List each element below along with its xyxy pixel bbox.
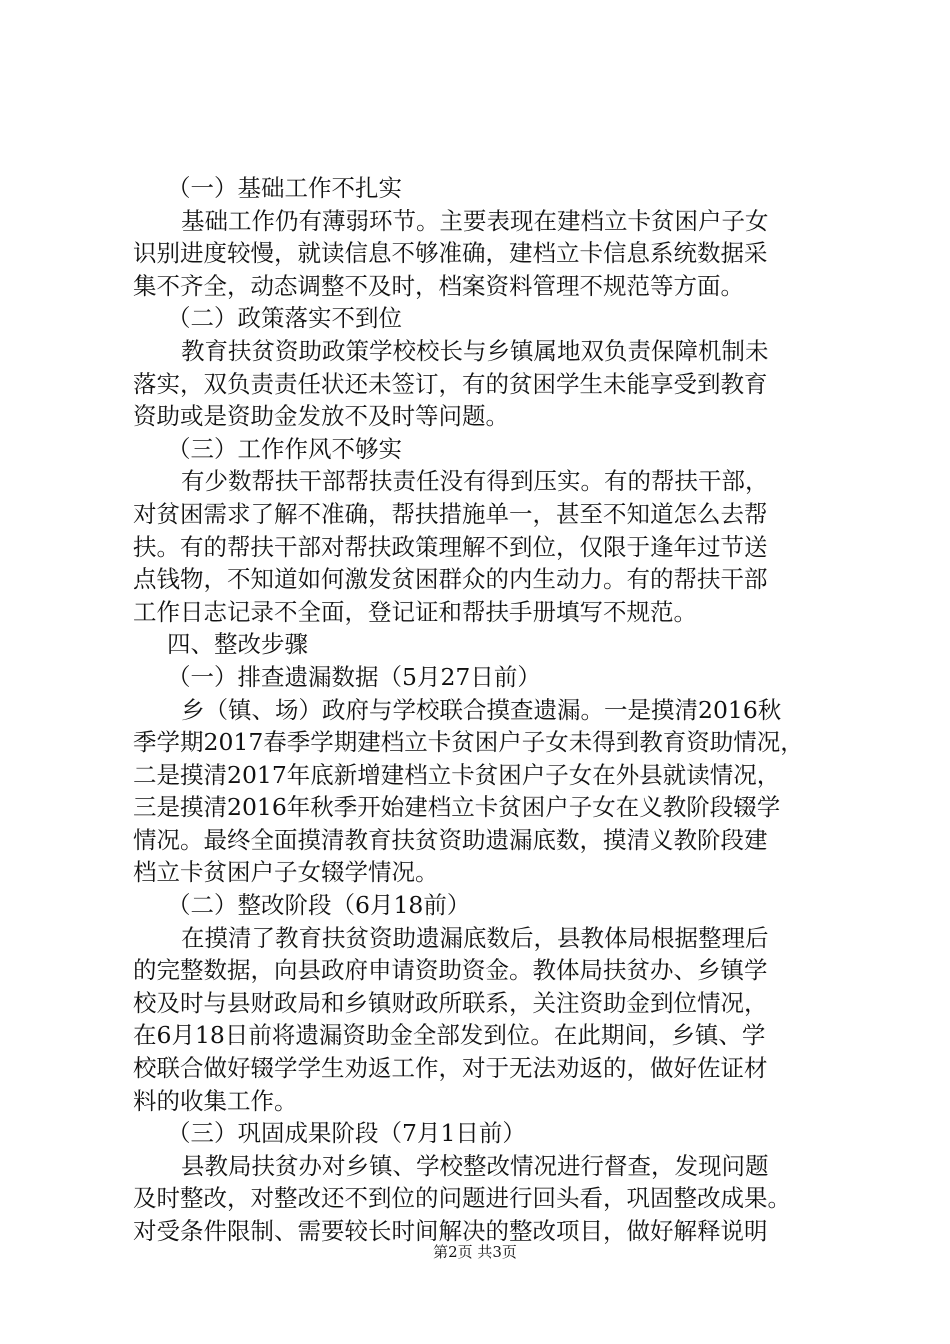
- text-line: 情况。最终全面摸清教育扶贫资助遗漏底数，摸清义教阶段建: [133, 825, 768, 854]
- text-line: 工作日志记录不全面，登记证和帮扶手册填写不规范。: [133, 597, 697, 626]
- text-line: 对受条件限制、需要较长时间解决的整改项目，做好解释说明: [133, 1217, 768, 1245]
- text-line: 在摸清了教育扶贫资助遗漏底数后，县教体局根据整理后: [181, 923, 769, 952]
- text-line: 教育扶贫资助政策学校校长与乡镇属地双负责保障机制未: [181, 336, 769, 365]
- text-line: 档立卡贫困户子女辍学情况。: [133, 858, 439, 887]
- text-line: 落实，双负责责任状还未签订，有的贫困学生未能享受到教育: [133, 369, 768, 398]
- text-line: 乡（镇、场）政府与学校联合摸查遗漏。一是摸清2016秋: [181, 695, 782, 724]
- text-line: 资助或是资助金发放不及时等问题。: [133, 402, 509, 431]
- text-line: （三）巩固成果阶段（7月1日前）: [167, 1119, 526, 1148]
- text-line: 基础工作仍有薄弱环节。主要表现在建档立卡贫困户子女: [181, 206, 769, 235]
- text-line: （一）排查遗漏数据（5月27日前）: [167, 662, 541, 691]
- text-line: 料的收集工作。: [133, 1086, 298, 1115]
- text-line: 三是摸清2016年秋季开始建档立卡贫困户子女在义教阶段辍学: [133, 793, 781, 822]
- document-body: [133, 172, 833, 1248]
- text-line: 有少数帮扶干部帮扶责任没有得到压实。有的帮扶干部，: [181, 467, 769, 496]
- text-line: （一）基础工作不扎实: [167, 174, 402, 202]
- text-line: 校联合做好辍学学生劝返工作，对于无法劝返的，做好佐证材: [133, 1054, 768, 1083]
- text-line: （三）工作作风不够实: [167, 434, 402, 463]
- text-line: 四、整改步骤: [167, 630, 308, 659]
- text-line: 及时整改，对整改还不到位的问题进行回头看，巩固整改成果。: [133, 1184, 791, 1213]
- text-line: 在6月18日前将遗漏资助金全部发到位。在此期间，乡镇、学: [133, 1021, 766, 1050]
- text-line: 县教局扶贫办对乡镇、学校整改情况进行督查，发现问题: [181, 1151, 769, 1180]
- text-line: 对贫困需求了解不准确，帮扶措施单一，甚至不知道怎么去帮: [133, 499, 768, 528]
- text-line: 集不齐全，动态调整不及时，档案资料管理不规范等方面。: [133, 271, 744, 300]
- text-line: 识别进度较慢，就读信息不够准确，建档立卡信息系统数据采: [133, 239, 768, 268]
- text-line: 校及时与县财政局和乡镇财政所联系，关注资助金到位情况，: [133, 988, 768, 1017]
- text-line: 二是摸清2017年底新增建档立卡贫困户子女在外县就读情况，: [133, 760, 781, 789]
- text-line: 的完整数据，向县政府申请资助资金。教体局扶贫办、乡镇学: [133, 956, 768, 985]
- text-line: （二）政策落实不到位: [167, 304, 402, 333]
- text-line: 季学期2017春季学期建档立卡贫困户子女未得到教育资助情况，: [133, 728, 804, 757]
- text-line: （二）整改阶段（6月18前）: [167, 891, 471, 920]
- text-line: 点钱物，不知道如何激发贫困群众的内生动力。有的帮扶干部: [133, 565, 768, 594]
- text-line: 扶。有的帮扶干部对帮扶政策理解不到位，仅限于逢年过节送: [133, 532, 768, 561]
- page-footer: 第2页 共3页: [433, 1243, 517, 1261]
